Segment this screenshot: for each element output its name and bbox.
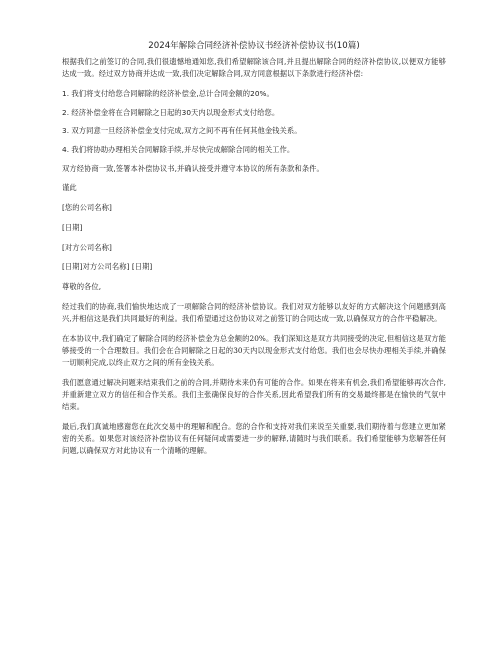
body-paragraph-2: 在本协议中,我们确定了解除合同的经济补偿金为总金额的20%。我们深知这是双方共同接受的决定,但相信这是双方能够接受的一个合理数目。我们会在合同解除之日起的30天内以现金形式支付给您。我们也会尽快办理相关手续,并确保一切顺利完成,以终止双方之间的所有金钱关系。 <box>62 333 446 367</box>
clause-3: 3. 双方同意一旦经济补偿金支付完成,双方之间不再有任何其他金钱关系。 <box>62 126 302 136</box>
document-title: 2024年解除合同经济补偿协议书经济补偿协议书(10篇) <box>148 41 360 51</box>
intro-paragraph: 根据我们之前签订的合同,我们很遗憾地通知您,我们希望解除该合同,并且提出解除合同的经济补偿协议,以便双方能够达成一致。经过双方协商并达成一致,我们决定解除合同,双方同意根据以下条款进行经济补偿: <box>62 57 446 79</box>
signature-company: [您的公司名称] <box>62 203 112 213</box>
body-paragraph-4: 最后,我们真诚地感谢您在此次交易中的理解和配合。您的合作和支持对我们来说至关重要,我们期待着与您建立更加紧密的关系。如果您对该经济补偿协议有任何疑问或需要进一步的解释,请随时与我们联系。我们希望能够为您解答任何问题,以确保双方对此协议有一个清晰的理解。 <box>62 421 446 456</box>
clause-1: 1. 我们将支付给您合同解除的经济补偿金,总计合同金额的20%。 <box>62 88 274 98</box>
signature-date: [日期] <box>62 222 83 232</box>
letter-greeting: 尊敬的各位, <box>62 281 102 291</box>
clause-4: 4. 我们将协助办理相关合同解除手续,并尽快完成解除合同的相关工作。 <box>62 145 295 155</box>
signature-counterparty-date: [日期]对方公司名称] [日期] <box>62 262 153 272</box>
closing-salutation: 谨此 <box>62 183 77 193</box>
agreement-paragraph: 双方经协商一致,签署本补偿协议书,并确认接受并遵守本协议的所有条款和条件。 <box>62 163 324 173</box>
signature-counterparty: [对方公司名称] <box>62 242 112 252</box>
body-paragraph-3: 我们愿意通过解决问题来结束我们之前的合同,并期待未来仍有可能的合作。如果在将来有机会,我们希望能够再次合作,并重新建立双方的信任和合作关系。我们主张确保良好的合作关系,因此希望我们所有的交易最终都是在愉快的气氛中结束。 <box>62 377 446 412</box>
body-paragraph-1: 经过我们的协商,我们愉快地达成了一项解除合同的经济补偿协议。我们对双方能够以友好的方式解决这个问题感到高兴,并相信这是我们共同最好的利益。我们希望通过这份协议对之前签订的合同达成一致,以确保双方的合作平稳解决。 <box>62 301 446 323</box>
clause-2: 2. 经济补偿金将在合同解除之日起的30天内以现金形式支付给您。 <box>62 107 280 117</box>
